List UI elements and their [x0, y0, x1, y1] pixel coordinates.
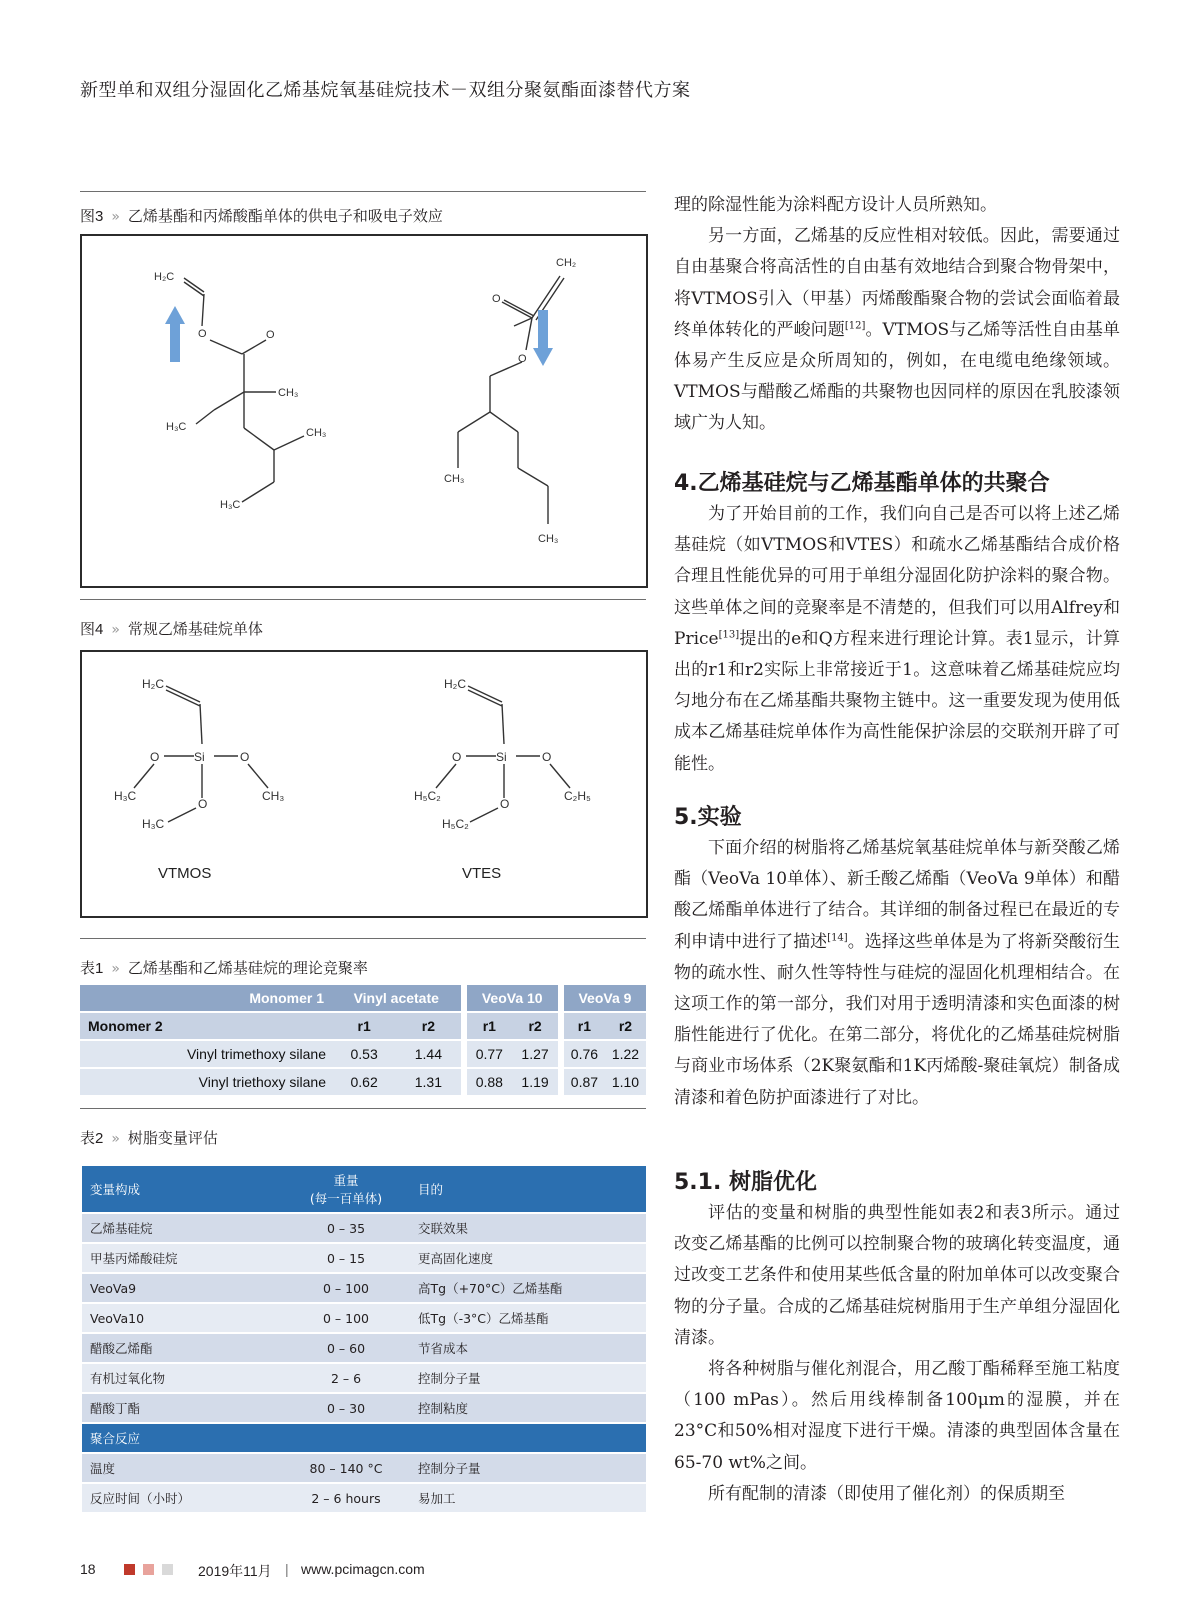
chevron-icon: »: [111, 961, 120, 977]
table-row: [80, 1039, 646, 1067]
label-h3c: H₃C: [114, 789, 137, 803]
fig4-box: [80, 650, 648, 918]
chevron-icon: »: [111, 209, 120, 225]
paragraph: [674, 221, 1120, 439]
table1-label: 表1: [80, 960, 104, 977]
cell: VeoVa9: [82, 1273, 286, 1303]
label-si: Si: [496, 750, 507, 764]
col-header-weight-unit: (每一百单体): [309, 1191, 383, 1206]
cell: 节省成本: [406, 1333, 646, 1363]
header-monomer2: Monomer 2: [80, 1011, 332, 1039]
footer-square-icon: [124, 1564, 135, 1575]
cell: 更高固化速度: [406, 1243, 646, 1273]
cell: 0.87: [564, 1067, 605, 1095]
label-ch2: CH₂: [556, 257, 577, 269]
footer-separator: |: [285, 1561, 289, 1577]
fig4-label: 图4: [80, 621, 104, 638]
label-o: O: [266, 329, 275, 341]
sub-header: r1: [332, 1011, 396, 1039]
table1-title: 乙烯基酯和乙烯基硅烷的理论竞聚率: [127, 959, 368, 977]
cell: 控制粘度: [406, 1393, 646, 1423]
cell: 控制分子量: [406, 1453, 646, 1483]
sub-header: r1: [564, 1011, 605, 1039]
table-row: [80, 1067, 646, 1095]
cell: 易加工: [406, 1483, 646, 1513]
label-o: O: [198, 328, 207, 340]
label-h3c: H₃C: [166, 421, 187, 433]
cell: 1.31: [396, 1067, 460, 1095]
fig4-title: 常规乙烯基硅烷单体: [127, 620, 263, 638]
section-heading-5-1: 5.1. 树脂优化: [674, 1170, 817, 1195]
cell: 0.88: [467, 1067, 513, 1095]
table1: [80, 985, 646, 1095]
cell: 1.10: [605, 1067, 646, 1095]
label-h2c: H₂C: [444, 677, 466, 691]
col-header-weight: 重量: [333, 1173, 359, 1188]
cell: 80 – 140 °C: [286, 1453, 406, 1483]
footer-url[interactable]: www.pcimagcn.com: [301, 1561, 425, 1577]
paragraph: 评估的变量和树脂的典型性能如表2和表3所示。通过改变乙烯基酯的比例可以控制聚合物的玻璃化转变温度，通过改变工艺条件和使用某些低含量的附加单体可以改变聚合物的分子量。合成的乙烯基硅烷树脂用于生产单组分湿固化清漆。: [674, 1203, 1120, 1348]
label-c2h5: C₂H₅: [564, 789, 591, 803]
label-h2c: H₂C: [142, 677, 164, 691]
table-row: [82, 1483, 646, 1513]
label-ch3: CH₃: [278, 387, 299, 399]
cell: 1.19: [512, 1067, 558, 1095]
page-number: 18: [80, 1561, 96, 1577]
label-h3c: H₃C: [220, 499, 241, 511]
label-o: O: [492, 293, 501, 305]
fig4-caption: [80, 618, 263, 639]
col-header: 变量构成: [82, 1166, 286, 1213]
cell: 0 – 15: [286, 1243, 406, 1273]
cell: 有机过氧化物: [82, 1363, 286, 1393]
cell: 0.53: [332, 1039, 396, 1067]
label-ch3: CH₃: [444, 473, 465, 485]
table-row: [82, 1333, 646, 1363]
col-header: 目的: [406, 1166, 646, 1213]
label-h3c: H₃C: [142, 817, 165, 831]
fig3-title: 乙烯基酯和丙烯酸酯单体的供电子和吸电子效应: [127, 207, 443, 225]
label-o: O: [240, 750, 250, 764]
chevron-icon: »: [111, 1131, 120, 1147]
sub-header: r1: [467, 1011, 513, 1039]
fig3-structures: [82, 236, 646, 586]
fig3-caption: [80, 205, 443, 226]
label-ch3: CH₃: [306, 427, 327, 439]
cell: 1.27: [512, 1039, 558, 1067]
cell: 反应时间（小时）: [82, 1483, 286, 1513]
label-si: Si: [194, 750, 205, 764]
paragraph-text: 为了开始目前的工作，我们向自己是否可以将上述乙烯基硅烷（如VTMOS和VTES）和疏水乙烯基酯结合成价格合理且性能优异的可用于单组分湿固化防护涂料的聚合物。这些单体之间的竞聚率是不清楚的，但我们可以用Alfrey和Price: [674, 504, 1120, 649]
cell: 0.62: [332, 1067, 396, 1095]
label-h5c2: H₅C₂: [442, 817, 469, 831]
paragraph-text: 另一方面，乙烯基的反应性相对较低。因此，需要通过自由基聚合将高活性的自由基有效地结合到聚合物骨架中，将VTMOS引入（甲基）丙烯酸酯聚合物的尝试会面临着最终单体转化的严峻问题: [674, 226, 1120, 340]
cell: VeoVa10: [82, 1303, 286, 1333]
cell: 0 – 60: [286, 1333, 406, 1363]
section-heading-5: 5.实验: [674, 805, 742, 830]
paragraph-text: 提出的e和Q方程来进行理论计算。表1显示，计算出的r1和r2实际上非常接近于1。这意味着乙烯基硅烷应均匀地分布在乙烯基酯共聚物主链中。这一重要发现为使用低成本乙烯基硅烷单体作为高性能保护涂层的交联剂开辟了可能性。: [674, 628, 1120, 774]
body-block-3: [674, 833, 1120, 1114]
paragraph-text: 下面介绍的树脂将乙烯基烷氧基硅烷单体与新癸酸乙烯酯（VeoVa 10单体）、新壬酸乙烯酯（VeoVa 9单体）和醋酸乙烯酯单体进行了结合。其详细的制备过程已在最近的专利申请中进行了描述: [674, 838, 1120, 952]
rule-table2: [80, 1108, 646, 1109]
table-row: [82, 1303, 646, 1333]
footer-square-icon: [143, 1564, 154, 1575]
cell: 交联效果: [406, 1213, 646, 1243]
body-block-2: [674, 499, 1120, 780]
label-o: O: [150, 750, 160, 764]
body-block-1: [674, 190, 1120, 440]
citation: [12]: [844, 320, 866, 332]
table-row: [82, 1243, 646, 1273]
paragraph: [674, 499, 1120, 780]
fig3-box: [80, 234, 648, 588]
group-header: VeoVa 10: [467, 985, 558, 1011]
table-row: [82, 1213, 646, 1243]
col-header: [286, 1166, 406, 1213]
rule-fig3: [80, 191, 646, 192]
paragraph-text: 。选择这些单体是为了将新癸酸衍生物的疏水性、耐久性等特性与硅烷的湿固化机理相结合。在这项工作的第一部分，我们对用于透明清漆和实色面漆的树脂性能进行了优化。在第二部分，将优化的乙烯基硅烷树脂与商业市场体系（2K聚氨酯和1K丙烯酸-聚硅氧烷）制备成清漆和着色防护面漆进行了对比。: [674, 931, 1121, 1108]
cell: 高Tg（+70°C）乙烯基酯: [406, 1273, 646, 1303]
label-h2c: H₂C: [154, 271, 175, 283]
footer-square-icon: [162, 1564, 173, 1575]
table-row: [82, 1393, 646, 1423]
cell: 温度: [82, 1453, 286, 1483]
electron-withdrawing-arrow-icon: [533, 310, 553, 366]
cell: 低Tg（-3°C）乙烯基酯: [406, 1303, 646, 1333]
label-o: O: [518, 353, 527, 365]
table-row: [82, 1363, 646, 1393]
rule-fig4: [80, 599, 646, 600]
vtmos-name: VTMOS: [158, 865, 212, 882]
sub-header: r2: [396, 1011, 460, 1039]
table2-title: 树脂变量评估: [127, 1129, 218, 1147]
cell: 乙烯基硅烷: [82, 1213, 286, 1243]
table2: [82, 1166, 646, 1514]
cell: 0 – 35: [286, 1213, 406, 1243]
fig4-structures: [82, 652, 646, 916]
fig3-label: 图3: [80, 208, 104, 225]
electron-donating-arrow-icon: [165, 306, 185, 362]
paragraph: 将各种树脂与催化剂混合，用乙酸丁酯稀释至施工粘度（100 mPas）。然后用线棒制备100μm的湿膜，并在23°C和50%相对湿度下进行干燥。清漆的典型固体含量在65-70 wt%之间。: [674, 1359, 1120, 1473]
section-heading-4: 4.乙烯基硅烷与乙烯基酯单体的共聚合: [674, 471, 1050, 496]
paragraph-text: 。VTMOS与乙烯等活性自由基单体易产生反应是众所周知的，例如，在电缆电绝缘领域。VTMOS与醋酸乙烯酯的共聚物也因同样的原因在乳胶漆领域广为人知。: [674, 319, 1121, 434]
rule-table1: [80, 938, 646, 939]
citation: [14]: [827, 931, 848, 943]
cell: 醋酸丁酯: [82, 1393, 286, 1423]
group-header: Vinyl acetate: [332, 985, 461, 1011]
cell: 0.77: [467, 1039, 513, 1067]
body-block-4: [674, 1198, 1120, 1510]
chevron-icon: »: [111, 622, 120, 638]
table-row: [82, 1273, 646, 1303]
label-o: O: [452, 750, 462, 764]
paragraph: 理的除湿性能为涂料配方设计人员所熟知。: [674, 195, 997, 215]
sub-header: r2: [605, 1011, 646, 1039]
cell: 0 – 100: [286, 1303, 406, 1333]
paragraph: [674, 833, 1120, 1114]
sub-header: r2: [512, 1011, 558, 1039]
label-ch3: CH₃: [262, 789, 285, 803]
header-monomer1: Monomer 1: [80, 985, 332, 1011]
label-o: O: [500, 797, 510, 811]
cell: 0 – 30: [286, 1393, 406, 1423]
label-o: O: [542, 750, 552, 764]
table2-caption: [80, 1127, 218, 1148]
citation: [13]: [718, 629, 740, 641]
group-header: VeoVa 9: [564, 985, 646, 1011]
cell: 醋酸乙烯酯: [82, 1333, 286, 1363]
cell: 1.22: [605, 1039, 646, 1067]
cell: 甲基丙烯酸硅烷: [82, 1243, 286, 1273]
vtes-name: VTES: [462, 865, 502, 882]
label-ch3: CH₃: [538, 533, 559, 545]
row-name: Vinyl triethoxy silane: [80, 1067, 332, 1095]
table-row: [82, 1453, 646, 1483]
section-header: 聚合反应: [82, 1423, 646, 1453]
cell: 2 – 6 hours: [286, 1483, 406, 1513]
cell: 控制分子量: [406, 1363, 646, 1393]
cell: 1.44: [396, 1039, 460, 1067]
cell: 0.76: [564, 1039, 605, 1067]
footer-date: 2019年11月: [198, 1563, 272, 1579]
table1-caption: [80, 957, 368, 978]
row-name: Vinyl trimethoxy silane: [80, 1039, 332, 1067]
paragraph: 所有配制的清漆（即使用了催化剂）的保质期至: [708, 1483, 1065, 1504]
cell: 0 – 100: [286, 1273, 406, 1303]
cell: 2 – 6: [286, 1363, 406, 1393]
label-h5c2: H₅C₂: [414, 789, 441, 803]
table2-label: 表2: [80, 1130, 104, 1147]
label-o: O: [198, 797, 208, 811]
running-head: 新型单和双组分湿固化乙烯基烷氧基硅烷技术－双组分聚氨酯面漆替代方案: [80, 80, 691, 101]
